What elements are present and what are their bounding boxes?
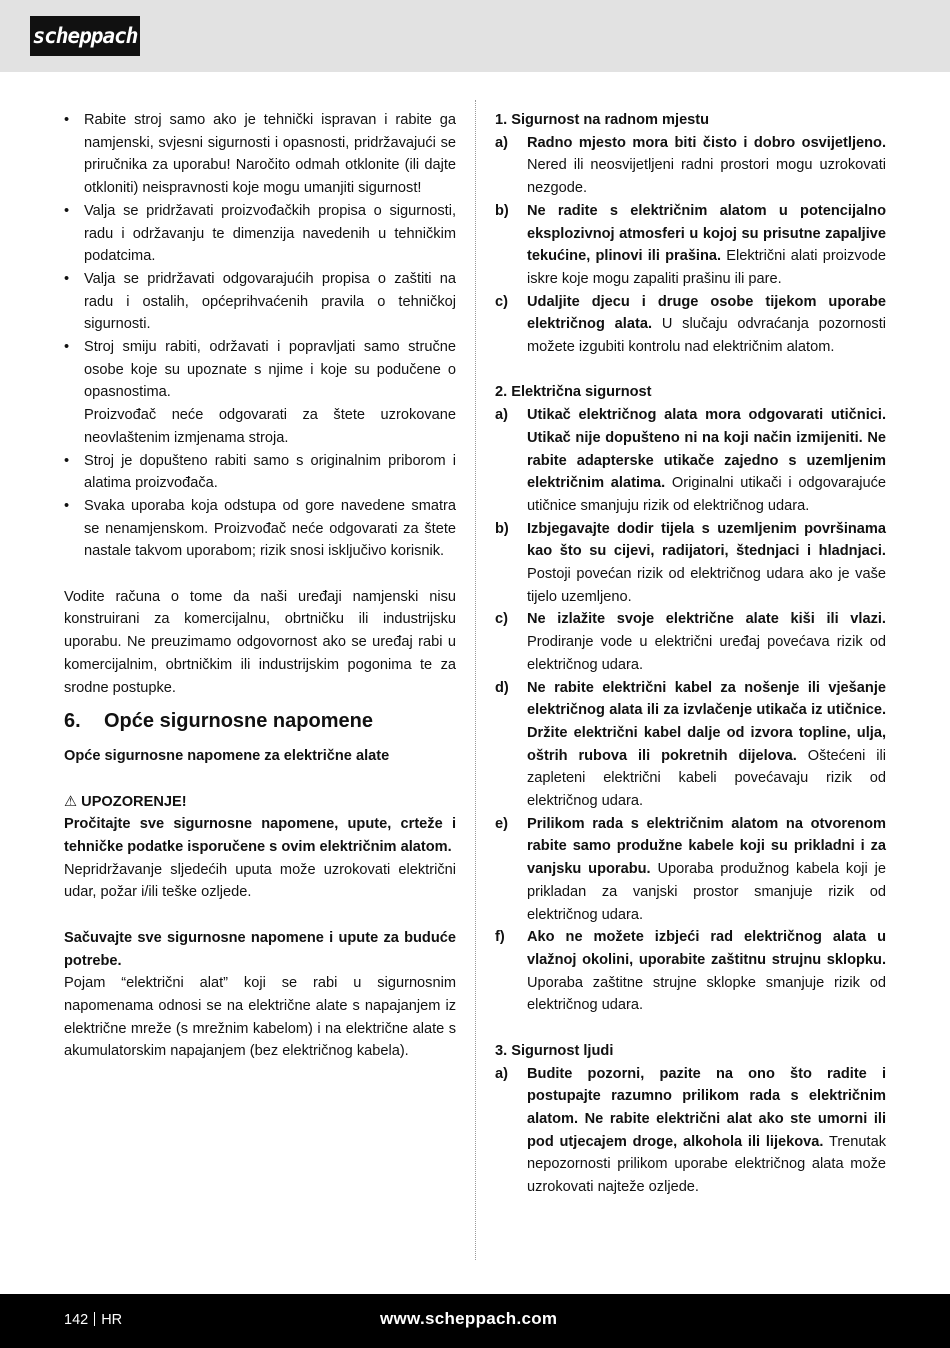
item-text: Originalni utikači i odgovarajuće utičnice smanjuju rizik od električnog udara. [527, 475, 886, 514]
list-item [495, 132, 886, 200]
item-label: f) [495, 929, 505, 946]
bullet-text: Valja se pridržavati proizvođačkih propisa o sigurnosti, radu i održavanju te dimenzija navedenih u tehničkim podatcima. [84, 202, 456, 265]
bullet-text: Stroj smiju rabiti, održavati i popravljati samo stručne osobe koje su upoznate s njime i koje su podučene o opasnostima. [84, 339, 456, 401]
item-bold: Udaljite djecu i druge osobe tijekom uporabe električnog alata. [527, 293, 886, 333]
section-2-title: 2. Električna sigurnost [495, 384, 652, 401]
bullet-item: • Valja se pridržavati proizvođačkih propisa o sigurnosti, radu i održavanju te dimenzija navedenih u tehničkim podatcima. [64, 202, 456, 265]
item-text: Uporaba zaštitne strujne sklopke smanjuje rizik od električnog udara. [527, 974, 886, 1014]
list-item [495, 813, 886, 927]
item-label: a) [495, 134, 508, 151]
warning-text: Nepridržavanje sljedećih uputa može uzrokovati električni udar, požar i/ili teške ozljede. [64, 861, 456, 901]
brand-logo: scheppach [30, 16, 140, 56]
item-label: a) [495, 407, 508, 424]
bullet-item: • Stroj je dopušteno rabiti samo s originalnim priborom i alatima proizvođača. [64, 452, 456, 492]
right-column [495, 109, 886, 1199]
list-item [495, 677, 886, 813]
keep-instructions: Sačuvajte sve sigurnosne napomene i upute za buduće potrebe. [64, 929, 456, 969]
item-label: d) [495, 679, 509, 696]
header-bar [0, 0, 950, 72]
list-item [495, 518, 886, 609]
section-1-title: 1. Sigurnost na radnom mjestu [495, 112, 710, 128]
item-label: c) [495, 293, 508, 310]
item-text: Oštećeni ili zapleteni električni kabeli povećavaju rizik od električnog udara. [527, 747, 886, 810]
item-text: Trenutak nepozornosti prilikom uporabe električnog alata može uzrokovati najteže ozljede. [527, 1133, 887, 1196]
warning-heading [64, 791, 456, 814]
item-label: a) [495, 1065, 508, 1082]
bullet-text: Valja se pridržavati odgovarajućih propisa o zaštiti na radu i ostalih, općeprihvaćenih pravila o tehničkoj sigurnosti. [84, 270, 456, 333]
page-indicator [64, 1310, 122, 1330]
warning-bold-text: Pročitajte sve sigurnosne napomene, upute, crteže i tehničke podatke isporučene s ovim električnim alatom. [64, 816, 456, 856]
bullet-item: • Valja se pridržavati odgovarajućih propisa o zaštiti na radu i ostalih, općeprihvaćenih pravila o tehničkoj sigurnosti. [64, 270, 456, 333]
bullet-text: Rabite stroj samo ako je tehnički ispravan i rabite ga namjenski, svjesni sigurnosti i opasnosti, pridržavajući se priručnika za uporabu! Naročito odmah otklonite (ili dajte otkloniti) neispravnosti koje mogu umanjiti sigurnost! [84, 112, 456, 197]
item-bold: Utikač električnog alata mora odgovarati utičnici. Utikač nije dopušteno ni na koji način izmijeniti. Ne rabite adapterske utikače zajedno s uzemljenim električnim alatima. [527, 407, 886, 492]
item-text: Prodiranje vode u električni uređaj povećava rizik od električnog udara. [527, 634, 886, 673]
list-item [495, 1063, 886, 1199]
list-item [495, 608, 886, 676]
list-item [495, 200, 886, 291]
item-text: U slučaju odvraćanja pozornosti možete izgubiti kontrolu nad električnim alatom. [527, 316, 886, 356]
website-link[interactable]: www.scheppach.com [380, 1309, 558, 1328]
item-label: c) [495, 611, 508, 628]
section-3-title: 3. Sigurnost ljudi [495, 1042, 614, 1059]
commercial-use-paragraph: Vodite računa o tome da naši uređaji namjenski nisu konstruirani za komercijalnu, obrtničku ili industrijsku uporabu. Ne preuzimamo odgovornost ako se uređaj rabi u komercijalnim, obrtničkim ili industrijskim pogonima te za srodne postupke. [64, 588, 456, 696]
bullet-text: Stroj je dopušteno rabiti samo s originalnim priborom i alatima proizvođača. [84, 452, 456, 492]
bullet-item: • Rabite stroj samo ako je tehnički ispravan i rabite ga namjenski, svjesni sigurnosti i opasnosti, pridržavajući se priručnika za uporabu! Naročito odmah otklonite (ili dajte otkloniti) neispravnosti koje mogu umanjiti sigurnost! [64, 112, 456, 197]
item-bold: Prilikom rada s električnim alatom na otvorenom rabite samo produžne kabele koji su prikladni i za vanjsku uporabu. [527, 815, 886, 878]
list-item [495, 291, 886, 359]
item-bold: Ne rabite električni kabel za nošenje ili vješanje električnog alata ili za izvlačenje utikača iz utičnice. Držite električni kabel dalje od izvora topline, ulja, oštrih rubova ili pokretnih dijelova. [527, 679, 886, 764]
item-text: Postoji povećan rizik od električnog udara ako je vaše tijelo uzemljeno. [527, 566, 886, 605]
bullet-item: • Svaka uporaba koja odstupa od gore navedene smatra se nenamjenskom. Proizvođač neće odgovarati za štete nastale takvom uporabom; rizik snosi isključivo korisnik. [64, 497, 456, 560]
item-bold: Ne radite s električnim alatom u potencijalno eksplozivnoj atmosferi u kojoj su prisutne zapaljive tekućine, plinovi ili prašina. [527, 202, 886, 265]
item-bold: Ne izlažite svoje električne alate kiši ili vlazi. [527, 611, 886, 628]
page-number: 142 [64, 1312, 89, 1328]
term-definition: Pojam “električni alat” koji se rabi u sigurnosnim napomenama odnosi se na električne alate s napajanjem iz električne mreže (s mrežnim kabelom) i na električne alate s akumulatorskim napajanjem (bez električnog kabela). [64, 975, 456, 1060]
warning-label: UPOZORENJE! [81, 793, 187, 810]
section-title: Opće sigurnosne napomene [104, 710, 373, 733]
section-heading [64, 707, 456, 735]
warning-icon: ⚠ [64, 793, 78, 810]
item-text: Nered ili neosvijetljeni radni prostori mogu uzrokovati nezgode. [527, 157, 886, 197]
item-bold: Radno mjesto mora biti čisto i dobro osvijetljeno. [527, 134, 886, 151]
section-number: 6. [64, 710, 81, 733]
item-bold: Ako ne možete izbjeći rad električnog alata u vlažnoj okolini, uporabite zaštitnu strujnu sklopku. [527, 929, 886, 968]
item-text: Uporaba produžnog kabela koji je prikladan za vanjski prostor smanjuje rizik od električnog udara. [527, 861, 886, 923]
list-item [495, 926, 886, 1017]
left-column [64, 109, 456, 1063]
item-bold: Izbjegavajte dodir tijela s uzemljenim površinama kao što su cijevi, radijatori, štednjaci i hladnjaci. [527, 520, 886, 560]
subtitle: Opće sigurnosne napomene za električne alate [64, 748, 390, 765]
column-divider [475, 100, 476, 1260]
item-label: b) [495, 520, 509, 537]
language-code: HR [101, 1312, 123, 1328]
item-text: Električni alati proizvode iskre koje mogu zapaliti prašinu ili pare. [527, 248, 886, 287]
list-item [495, 404, 886, 518]
item-label: b) [495, 202, 509, 219]
bullet-item: • Stroj smiju rabiti, održavati i popravljati samo stručne osobe koje su upoznate s njime i koje su podučene o opasnostima. [64, 339, 456, 401]
item-label: e) [495, 815, 508, 832]
separator [94, 1312, 95, 1326]
bullet-text: Svaka uporaba koja odstupa od gore navedene smatra se nenamjenskom. Proizvođač neće odgovarati za štete nastale takvom uporabom; rizik snosi isključivo korisnik. [84, 497, 456, 560]
footer-bar [0, 1294, 950, 1348]
item-bold: Budite pozorni, pazite na ono što radite i postupajte razumno prilikom rada s električnim alatom. Ne rabite električni alat ako ste umorni ili pod utjecajem droge, alkohola ili lijekova. [527, 1065, 886, 1150]
bullet-continuation: Proizvođač neće odgovarati za štete uzrokovane neovlaštenim izmjenama stroja. [84, 407, 456, 446]
